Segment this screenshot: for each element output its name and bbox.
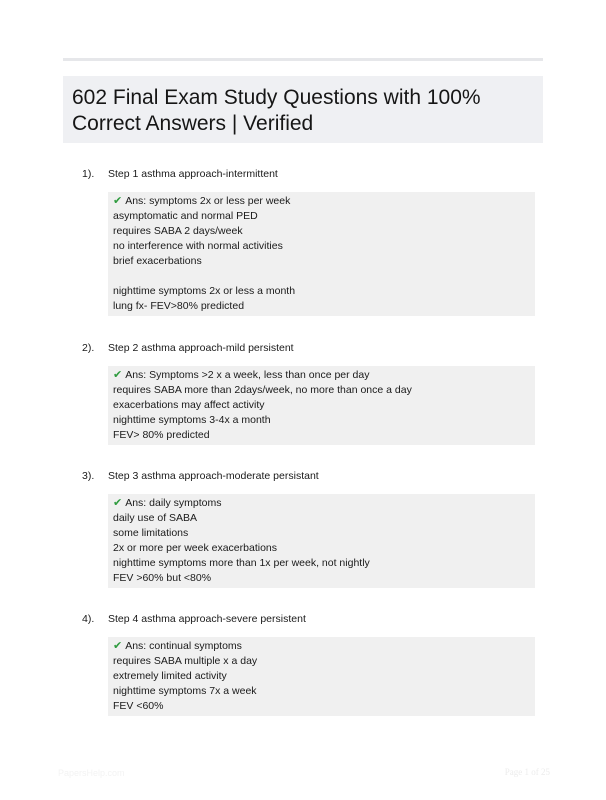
answer-line <box>113 368 535 383</box>
title-line-2: Correct Answers | Verified <box>72 112 314 135</box>
answer-line: 2x or more per week exacerbations <box>113 542 277 554</box>
question-header <box>82 467 542 485</box>
answer-box <box>108 366 535 445</box>
question-text: Step 3 asthma approach-moderate persistant <box>108 470 319 482</box>
question-number: 2). <box>82 342 95 354</box>
question-number: 1). <box>82 168 95 180</box>
checkmark-icon: ✔ <box>113 640 123 652</box>
answer-line <box>113 194 535 209</box>
answer-line: daily use of SABA <box>113 512 198 524</box>
answer-line: nighttime symptoms 3-4x a month <box>113 414 271 426</box>
question-number: 3). <box>82 470 95 482</box>
checkmark-icon: ✔ <box>113 497 123 509</box>
answer-line: asymptomatic and normal PED <box>113 210 258 222</box>
question-1 <box>82 165 542 312</box>
footer-site-watermark: PapersHelp.com <box>58 768 125 778</box>
answer-line: nighttime symptoms 7x a week <box>113 685 257 697</box>
answer-line <box>113 269 535 284</box>
question-4 <box>82 610 542 712</box>
answer-line: no interference with normal activities <box>113 240 283 252</box>
title-line-1: 602 Final Exam Study Questions with 100% <box>72 86 481 109</box>
question-2 <box>82 339 542 441</box>
answer-line: some limitations <box>113 527 189 539</box>
answer-text: Ans: Symptoms >2 x a week, less than once per day <box>125 369 370 381</box>
question-text: Step 4 asthma approach-severe persistent <box>108 613 306 625</box>
answer-line: exacerbations may affect activity <box>113 399 265 411</box>
question-header <box>82 339 542 357</box>
answer-line <box>113 496 535 511</box>
answer-line: FEV> 80% predicted <box>113 429 210 441</box>
answer-line: nighttime symptoms more than 1x per week, not nightly <box>113 557 370 569</box>
answer-line: requires SABA more than 2days/week, no more than once a day <box>113 384 412 396</box>
answer-text: Ans: daily symptoms <box>125 497 222 509</box>
footer-page-number: Page 1 of 25 <box>504 767 550 777</box>
question-header <box>82 610 542 628</box>
answer-text: Ans: continual symptoms <box>125 640 242 652</box>
answer-line: requires SABA 2 days/week <box>113 225 243 237</box>
question-text: Step 1 asthma approach-intermittent <box>108 168 278 180</box>
answer-line <box>113 639 535 654</box>
answer-line: FEV >60% but <80% <box>113 572 212 584</box>
answer-box <box>108 192 535 316</box>
question-header <box>82 165 542 183</box>
answer-line: nighttime symptoms 2x or less a month <box>113 285 296 297</box>
answer-box <box>108 637 535 716</box>
answer-text: Ans: symptoms 2x or less per week <box>125 195 291 207</box>
answer-line: brief exacerbations <box>113 255 202 267</box>
answer-line: lung fx- FEV>80% predicted <box>113 300 245 312</box>
answer-line: extremely limited activity <box>113 670 227 682</box>
answer-line: FEV <60% <box>113 700 164 712</box>
question-3 <box>82 467 542 584</box>
answer-line: requires SABA multiple x a day <box>113 655 258 667</box>
question-text: Step 2 asthma approach-mild persistent <box>108 342 294 354</box>
question-number: 4). <box>82 613 95 625</box>
checkmark-icon: ✔ <box>113 369 123 381</box>
checkmark-icon: ✔ <box>113 195 123 207</box>
page-title <box>63 76 543 143</box>
top-divider <box>63 58 543 61</box>
answer-box <box>108 494 535 588</box>
